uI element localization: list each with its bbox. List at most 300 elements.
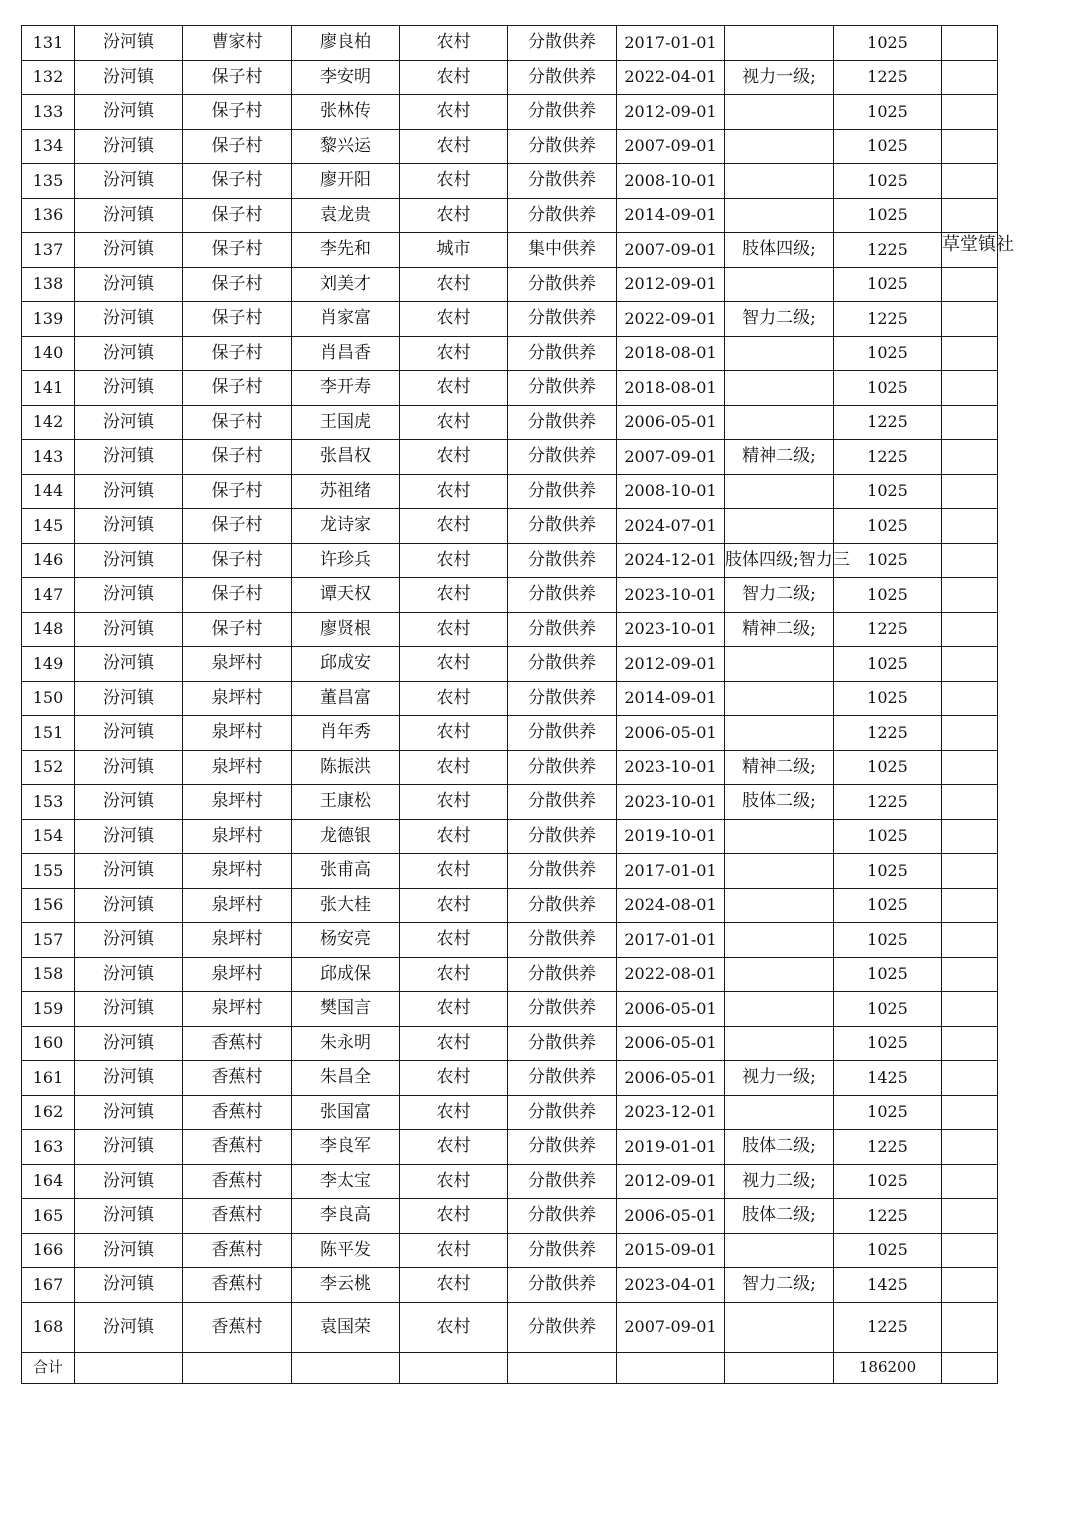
note-text	[942, 339, 997, 367]
area-type-cell: 农村	[400, 1130, 508, 1165]
area-type-cell: 城市	[400, 233, 508, 268]
town-cell: 汾河镇	[75, 1199, 183, 1234]
support-type-cell: 分散供养	[508, 26, 617, 61]
row-number-cell: 138	[22, 267, 75, 302]
table-row	[22, 60, 998, 95]
note-text	[942, 408, 997, 436]
town-cell: 汾河镇	[75, 233, 183, 268]
support-type-cell: 分散供养	[508, 95, 617, 130]
name-cell: 廖开阳	[292, 164, 400, 199]
village-cell: 保子村	[183, 509, 292, 544]
note-cell	[942, 819, 998, 854]
table-row	[22, 612, 998, 647]
table-row	[22, 509, 998, 544]
town-cell: 汾河镇	[75, 612, 183, 647]
table-row	[22, 267, 998, 302]
village-cell: 保子村	[183, 371, 292, 406]
note-text	[942, 1236, 997, 1264]
table-row	[22, 1164, 998, 1199]
name-cell: 张大桂	[292, 888, 400, 923]
disability-cell	[725, 336, 834, 371]
disability-cell	[725, 992, 834, 1027]
amount-cell: 1025	[834, 957, 942, 992]
amount-cell: 1025	[834, 26, 942, 61]
name-cell: 肖年秀	[292, 716, 400, 751]
row-number-cell: 142	[22, 405, 75, 440]
disability-cell	[725, 267, 834, 302]
amount-cell: 1025	[834, 267, 942, 302]
amount-cell: 1225	[834, 233, 942, 268]
note-cell	[942, 1061, 998, 1096]
support-type-cell: 分散供养	[508, 819, 617, 854]
start-date-cell: 2017-01-01	[617, 854, 725, 889]
area-type-cell: 农村	[400, 60, 508, 95]
start-date-cell: 2007-09-01	[617, 1302, 725, 1352]
name-cell: 樊国言	[292, 992, 400, 1027]
disability-cell	[725, 923, 834, 958]
note-cell	[942, 164, 998, 199]
village-cell: 保子村	[183, 405, 292, 440]
start-date-cell: 2023-10-01	[617, 785, 725, 820]
area-type-cell: 农村	[400, 95, 508, 130]
table-row	[22, 992, 998, 1027]
start-date-cell: 2012-09-01	[617, 95, 725, 130]
name-cell: 朱昌全	[292, 1061, 400, 1096]
area-type-cell: 农村	[400, 440, 508, 475]
table-row	[22, 405, 998, 440]
note-cell	[942, 923, 998, 958]
amount-cell: 1025	[834, 95, 942, 130]
note-text	[942, 960, 997, 988]
area-type-cell: 农村	[400, 164, 508, 199]
town-cell: 汾河镇	[75, 578, 183, 613]
area-type-cell: 农村	[400, 681, 508, 716]
total-empty-cell	[942, 1352, 998, 1383]
support-type-cell: 分散供养	[508, 785, 617, 820]
start-date-cell: 2018-08-01	[617, 336, 725, 371]
area-type-cell: 农村	[400, 474, 508, 509]
name-cell: 王国虎	[292, 405, 400, 440]
disability-cell	[725, 1095, 834, 1130]
village-cell: 保子村	[183, 612, 292, 647]
town-cell: 汾河镇	[75, 1095, 183, 1130]
town-cell: 汾河镇	[75, 474, 183, 509]
name-cell: 袁龙贵	[292, 198, 400, 233]
support-type-cell: 分散供养	[508, 60, 617, 95]
amount-cell: 1025	[834, 681, 942, 716]
start-date-cell: 2023-12-01	[617, 1095, 725, 1130]
town-cell: 汾河镇	[75, 716, 183, 751]
area-type-cell: 农村	[400, 647, 508, 682]
disability-cell: 肢体二级;	[725, 785, 834, 820]
total-empty-cell	[75, 1352, 183, 1383]
note-cell	[942, 440, 998, 475]
note-text	[942, 856, 997, 884]
village-cell: 泉坪村	[183, 923, 292, 958]
table-row	[22, 1302, 998, 1352]
note-cell	[942, 681, 998, 716]
row-number-cell: 141	[22, 371, 75, 406]
row-number-cell: 167	[22, 1268, 75, 1303]
amount-cell: 1025	[834, 336, 942, 371]
support-type-cell: 分散供养	[508, 509, 617, 544]
table-row	[22, 129, 998, 164]
name-cell: 张甫高	[292, 854, 400, 889]
amount-cell: 1025	[834, 1095, 942, 1130]
disability-cell: 肢体四级;智力三	[725, 543, 834, 578]
start-date-cell: 2012-09-01	[617, 267, 725, 302]
village-cell: 泉坪村	[183, 785, 292, 820]
table-row	[22, 1268, 998, 1303]
village-cell: 香蕉村	[183, 1164, 292, 1199]
village-cell: 香蕉村	[183, 1199, 292, 1234]
table-row	[22, 336, 998, 371]
name-cell: 李先和	[292, 233, 400, 268]
village-cell: 保子村	[183, 164, 292, 199]
row-number-cell: 155	[22, 854, 75, 889]
note-cell	[942, 647, 998, 682]
table-row	[22, 1095, 998, 1130]
amount-cell: 1425	[834, 1268, 942, 1303]
row-number-cell: 149	[22, 647, 75, 682]
name-cell: 董昌富	[292, 681, 400, 716]
support-type-cell: 分散供养	[508, 888, 617, 923]
start-date-cell: 2024-07-01	[617, 509, 725, 544]
name-cell: 张国富	[292, 1095, 400, 1130]
name-cell: 李太宝	[292, 1164, 400, 1199]
support-type-cell: 分散供养	[508, 750, 617, 785]
amount-cell: 1225	[834, 1302, 942, 1352]
name-cell: 李良军	[292, 1130, 400, 1165]
start-date-cell: 2007-09-01	[617, 440, 725, 475]
note-cell	[942, 267, 998, 302]
name-cell: 陈平发	[292, 1233, 400, 1268]
village-cell: 香蕉村	[183, 1302, 292, 1352]
amount-cell: 1025	[834, 474, 942, 509]
note-text: 草堂镇社	[942, 234, 1014, 255]
start-date-cell: 2006-05-01	[617, 1061, 725, 1096]
amount-cell: 1025	[834, 750, 942, 785]
total-label: 合计	[22, 1352, 75, 1383]
village-cell: 保子村	[183, 302, 292, 337]
note-cell	[942, 1130, 998, 1165]
area-type-cell: 农村	[400, 716, 508, 751]
town-cell: 汾河镇	[75, 509, 183, 544]
disability-cell	[725, 647, 834, 682]
table-row	[22, 26, 998, 61]
row-number-cell: 147	[22, 578, 75, 613]
disability-cell	[725, 129, 834, 164]
row-number-cell: 152	[22, 750, 75, 785]
town-cell: 汾河镇	[75, 371, 183, 406]
amount-cell: 1225	[834, 716, 942, 751]
disability-cell	[725, 888, 834, 923]
support-type-cell: 分散供养	[508, 1199, 617, 1234]
amount-cell: 1025	[834, 854, 942, 889]
row-number-cell: 134	[22, 129, 75, 164]
note-text	[942, 1063, 997, 1091]
town-cell: 汾河镇	[75, 1164, 183, 1199]
area-type-cell: 农村	[400, 819, 508, 854]
note-cell	[942, 957, 998, 992]
row-number-cell: 163	[22, 1130, 75, 1165]
note-cell	[942, 716, 998, 751]
town-cell: 汾河镇	[75, 854, 183, 889]
amount-cell: 1225	[834, 440, 942, 475]
amount-cell: 1025	[834, 923, 942, 958]
support-type-cell: 分散供养	[508, 405, 617, 440]
total-empty-cell	[400, 1352, 508, 1383]
note-cell	[942, 785, 998, 820]
note-text	[942, 1201, 997, 1229]
disability-cell: 肢体二级;	[725, 1130, 834, 1165]
table-row	[22, 578, 998, 613]
start-date-cell: 2015-09-01	[617, 1233, 725, 1268]
town-cell: 汾河镇	[75, 1268, 183, 1303]
town-cell: 汾河镇	[75, 992, 183, 1027]
name-cell: 张昌权	[292, 440, 400, 475]
amount-cell: 1025	[834, 819, 942, 854]
note-cell	[942, 336, 998, 371]
note-text	[942, 166, 997, 194]
support-type-cell: 分散供养	[508, 371, 617, 406]
start-date-cell: 2006-05-01	[617, 405, 725, 440]
row-number-cell: 132	[22, 60, 75, 95]
note-text	[942, 28, 997, 56]
note-text	[942, 373, 997, 401]
area-type-cell: 农村	[400, 992, 508, 1027]
amount-cell: 1025	[834, 1164, 942, 1199]
note-text	[942, 891, 997, 919]
village-cell: 保子村	[183, 233, 292, 268]
village-cell: 泉坪村	[183, 716, 292, 751]
note-text	[942, 546, 997, 574]
disability-cell: 肢体二级;	[725, 1199, 834, 1234]
town-cell: 汾河镇	[75, 440, 183, 475]
support-type-cell: 分散供养	[508, 923, 617, 958]
area-type-cell: 农村	[400, 1095, 508, 1130]
support-type-cell: 分散供养	[508, 440, 617, 475]
note-text	[942, 580, 997, 608]
area-type-cell: 农村	[400, 26, 508, 61]
area-type-cell: 农村	[400, 854, 508, 889]
total-amount: 186200	[834, 1352, 942, 1383]
table-row	[22, 1233, 998, 1268]
amount-cell: 1225	[834, 302, 942, 337]
row-number-cell: 165	[22, 1199, 75, 1234]
note-cell	[942, 543, 998, 578]
note-text	[942, 615, 997, 643]
note-cell	[942, 1199, 998, 1234]
area-type-cell: 农村	[400, 785, 508, 820]
village-cell: 泉坪村	[183, 681, 292, 716]
table-row	[22, 716, 998, 751]
village-cell: 保子村	[183, 198, 292, 233]
table-row	[22, 371, 998, 406]
note-text	[942, 63, 997, 91]
disability-cell: 智力二级;	[725, 302, 834, 337]
disability-cell: 智力二级;	[725, 578, 834, 613]
support-type-cell: 分散供养	[508, 336, 617, 371]
town-cell: 汾河镇	[75, 681, 183, 716]
row-number-cell: 162	[22, 1095, 75, 1130]
table-row	[22, 681, 998, 716]
table-row	[22, 198, 998, 233]
area-type-cell: 农村	[400, 1199, 508, 1234]
note-cell	[942, 1302, 998, 1352]
support-type-cell: 分散供养	[508, 1268, 617, 1303]
table-row	[22, 440, 998, 475]
town-cell: 汾河镇	[75, 1302, 183, 1352]
row-number-cell: 161	[22, 1061, 75, 1096]
total-empty-cell	[292, 1352, 400, 1383]
amount-cell: 1025	[834, 647, 942, 682]
area-type-cell: 农村	[400, 509, 508, 544]
name-cell: 张林传	[292, 95, 400, 130]
support-type-cell: 集中供养	[508, 233, 617, 268]
note-cell	[942, 509, 998, 544]
support-type-cell: 分散供养	[508, 957, 617, 992]
disability-cell	[725, 198, 834, 233]
town-cell: 汾河镇	[75, 60, 183, 95]
disability-cell	[725, 1302, 834, 1352]
row-number-cell: 140	[22, 336, 75, 371]
note-cell	[942, 750, 998, 785]
start-date-cell: 2023-10-01	[617, 750, 725, 785]
note-cell	[942, 371, 998, 406]
start-date-cell: 2012-09-01	[617, 1164, 725, 1199]
start-date-cell: 2008-10-01	[617, 474, 725, 509]
name-cell: 刘美才	[292, 267, 400, 302]
support-type-cell: 分散供养	[508, 854, 617, 889]
note-text	[942, 1098, 997, 1126]
row-number-cell: 146	[22, 543, 75, 578]
start-date-cell: 2023-04-01	[617, 1268, 725, 1303]
start-date-cell: 2006-05-01	[617, 1199, 725, 1234]
note-cell	[942, 854, 998, 889]
disability-cell	[725, 371, 834, 406]
area-type-cell: 农村	[400, 1302, 508, 1352]
name-cell: 廖良柏	[292, 26, 400, 61]
support-type-cell: 分散供养	[508, 1026, 617, 1061]
start-date-cell: 2007-09-01	[617, 129, 725, 164]
note-cell	[942, 992, 998, 1027]
support-type-cell: 分散供养	[508, 198, 617, 233]
name-cell: 龙诗家	[292, 509, 400, 544]
total-row	[22, 1352, 998, 1383]
amount-cell: 1225	[834, 785, 942, 820]
row-number-cell: 135	[22, 164, 75, 199]
note-text	[942, 1132, 997, 1160]
start-date-cell: 2018-08-01	[617, 371, 725, 406]
area-type-cell: 农村	[400, 1026, 508, 1061]
town-cell: 汾河镇	[75, 1061, 183, 1096]
name-cell: 苏祖绪	[292, 474, 400, 509]
table-row	[22, 750, 998, 785]
disability-cell	[725, 474, 834, 509]
disability-cell	[725, 681, 834, 716]
disability-cell: 视力二级;	[725, 1164, 834, 1199]
disability-cell	[725, 405, 834, 440]
support-type-cell: 分散供养	[508, 992, 617, 1027]
table-row	[22, 474, 998, 509]
table-row	[22, 1026, 998, 1061]
name-cell: 许珍兵	[292, 543, 400, 578]
table-row	[22, 785, 998, 820]
start-date-cell: 2023-10-01	[617, 578, 725, 613]
disability-cell: 视力一级;	[725, 60, 834, 95]
village-cell: 保子村	[183, 578, 292, 613]
row-number-cell: 137	[22, 233, 75, 268]
note-text	[942, 304, 997, 332]
amount-cell: 1425	[834, 1061, 942, 1096]
area-type-cell: 农村	[400, 129, 508, 164]
total-empty-cell	[183, 1352, 292, 1383]
row-number-cell: 166	[22, 1233, 75, 1268]
start-date-cell: 2019-01-01	[617, 1130, 725, 1165]
note-cell	[942, 1164, 998, 1199]
name-cell: 王康松	[292, 785, 400, 820]
area-type-cell: 农村	[400, 923, 508, 958]
support-type-cell: 分散供养	[508, 1233, 617, 1268]
town-cell: 汾河镇	[75, 26, 183, 61]
area-type-cell: 农村	[400, 1164, 508, 1199]
town-cell: 汾河镇	[75, 923, 183, 958]
disability-cell: 精神二级;	[725, 440, 834, 475]
note-text	[942, 994, 997, 1022]
start-date-cell: 2024-08-01	[617, 888, 725, 923]
town-cell: 汾河镇	[75, 1026, 183, 1061]
note-cell	[942, 612, 998, 647]
note-cell	[942, 233, 1014, 268]
start-date-cell: 2017-01-01	[617, 923, 725, 958]
row-number-cell: 144	[22, 474, 75, 509]
amount-cell: 1025	[834, 164, 942, 199]
note-cell	[942, 198, 998, 233]
note-cell	[942, 578, 998, 613]
village-cell: 泉坪村	[183, 992, 292, 1027]
total-empty-cell	[508, 1352, 617, 1383]
start-date-cell: 2007-09-01	[617, 233, 725, 268]
row-number-cell: 159	[22, 992, 75, 1027]
table-body	[22, 26, 1014, 1353]
support-type-cell: 分散供养	[508, 1130, 617, 1165]
note-text	[942, 1029, 997, 1057]
support-type-cell: 分散供养	[508, 129, 617, 164]
start-date-cell: 2017-01-01	[617, 26, 725, 61]
table-row	[22, 233, 998, 268]
row-number-cell: 133	[22, 95, 75, 130]
amount-cell: 1025	[834, 371, 942, 406]
note-text	[942, 787, 997, 815]
village-cell: 保子村	[183, 267, 292, 302]
table-row	[22, 923, 998, 958]
support-type-cell: 分散供养	[508, 578, 617, 613]
note-text	[942, 822, 997, 850]
row-number-cell: 157	[22, 923, 75, 958]
row-number-cell: 160	[22, 1026, 75, 1061]
disability-cell	[725, 1026, 834, 1061]
row-number-cell: 158	[22, 957, 75, 992]
note-cell	[942, 405, 998, 440]
table-row	[22, 1061, 998, 1096]
row-number-cell: 148	[22, 612, 75, 647]
note-cell	[942, 302, 998, 337]
start-date-cell: 2014-09-01	[617, 198, 725, 233]
amount-cell: 1025	[834, 1233, 942, 1268]
disability-cell: 视力一级;	[725, 1061, 834, 1096]
village-cell: 香蕉村	[183, 1268, 292, 1303]
